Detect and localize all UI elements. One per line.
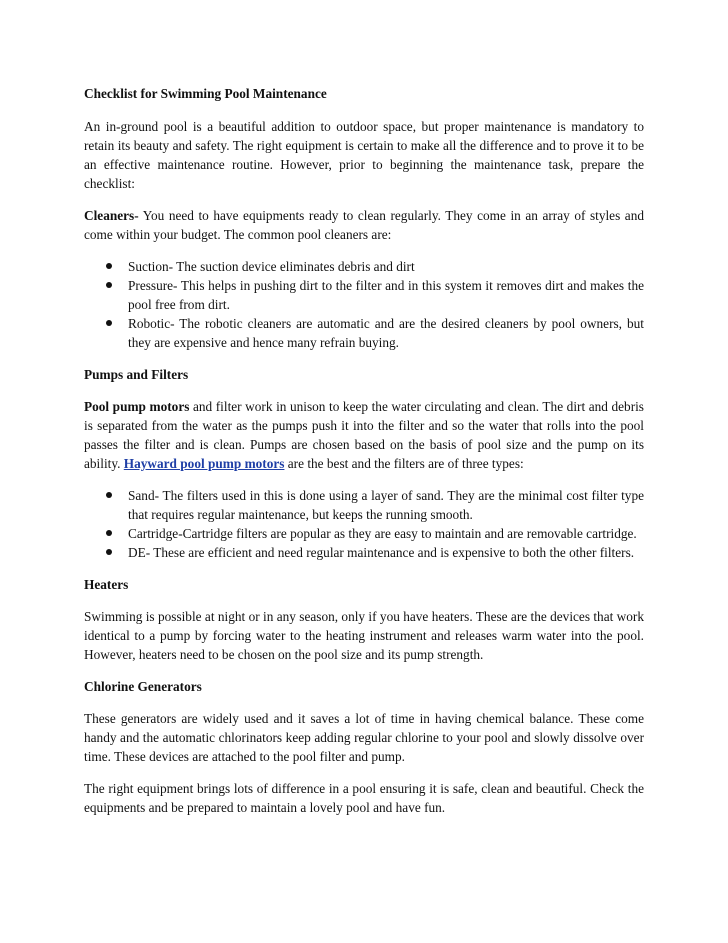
cleaners-lead: Cleaners- [84, 208, 139, 223]
list-item-text: Robotic- The robotic cleaners are automatic and are the desired cleaners by pool owners, but they are expensive and hence many refrain buying. [128, 316, 644, 350]
pumps-lead: Pool pump motors [84, 399, 190, 414]
bullet-icon [106, 282, 112, 288]
hayward-pump-link[interactable]: Hayward pool pump motors [123, 456, 285, 471]
bullet-icon [106, 492, 112, 498]
heaters-heading: Heaters [84, 577, 129, 592]
bullet-icon [106, 320, 112, 326]
list-item-text: Sand- The filters used in this is done using a layer of sand. They are the minimal cost filter type that requires regular maintenance, but keeps the running smooth. [128, 488, 644, 522]
document-page [84, 84, 644, 830]
cleaners-text: You need to have equipments ready to clean regularly. They come in an array of styles and come within your budget. The common pool cleaners are: [84, 208, 644, 242]
pumps-text-before-link: and filter work in unison to keep the water circulating and clean. The dirt and debris is separated from the water as the pumps push it into the filter and so the water that rolls into the pool passes the filter and is clean. Pumps are chosen based on the basis of pool size and the pump on its ability. [84, 399, 644, 471]
conclusion-paragraph: The right equipment brings lots of difference in a pool ensuring it is safe, clean and beautiful. Check the equipments and be prepared to maintain a lovely pool and have fun. [84, 781, 644, 815]
heaters-paragraph: Swimming is possible at night or in any season, only if you have heaters. These are the devices that work identical to a pump by forcing water to the heating instrument and releases warm water into the pool. However, heaters need to be chosen on the pool size and its pump strength. [84, 609, 644, 662]
list-item-text: Pressure- This helps in pushing dirt to the filter and in this system it removes dirt and makes the pool free from dirt. [128, 278, 644, 312]
document-title: Checklist for Swimming Pool Maintenance [84, 86, 327, 101]
list-item [84, 486, 644, 524]
pumps-paragraph [84, 397, 644, 473]
intro-paragraph: An in-ground pool is a beautiful addition to outdoor space, but proper maintenance is mandatory to retain its beauty and safety. The right equipment is certain to make all the difference and to prove it to be an effective maintenance routine. However, prior to beginning the maintenance task, prepare the checklist: [84, 119, 644, 191]
cleaners-paragraph [84, 206, 644, 244]
list-item-text: DE- These are efficient and need regular maintenance and is expensive to both the other filters. [128, 545, 635, 560]
bullet-icon [106, 549, 112, 555]
list-item-text: Suction- The suction device eliminates debris and dirt [128, 259, 415, 274]
list-item [84, 314, 644, 352]
pumps-text-after-link: are the best and the filters are of three types: [284, 456, 524, 471]
list-item [84, 543, 644, 562]
list-item-text: Cartridge-Cartridge filters are popular as they are easy to maintain and are removable cartridge. [128, 526, 637, 541]
pumps-heading: Pumps and Filters [84, 367, 189, 382]
filters-list [84, 486, 644, 562]
chlorine-paragraph: These generators are widely used and it saves a lot of time in having chemical balance. These come handy and the automatic chlorinators keep adding regular chlorine to your pool and slowly dissolve over time. These devices are attached to the pool filter and pump. [84, 711, 644, 764]
list-item [84, 276, 644, 314]
list-item [84, 524, 644, 543]
chlorine-heading: Chlorine Generators [84, 679, 202, 694]
list-item [84, 257, 644, 276]
bullet-icon [106, 263, 112, 269]
cleaners-list [84, 257, 644, 352]
bullet-icon [106, 530, 112, 536]
